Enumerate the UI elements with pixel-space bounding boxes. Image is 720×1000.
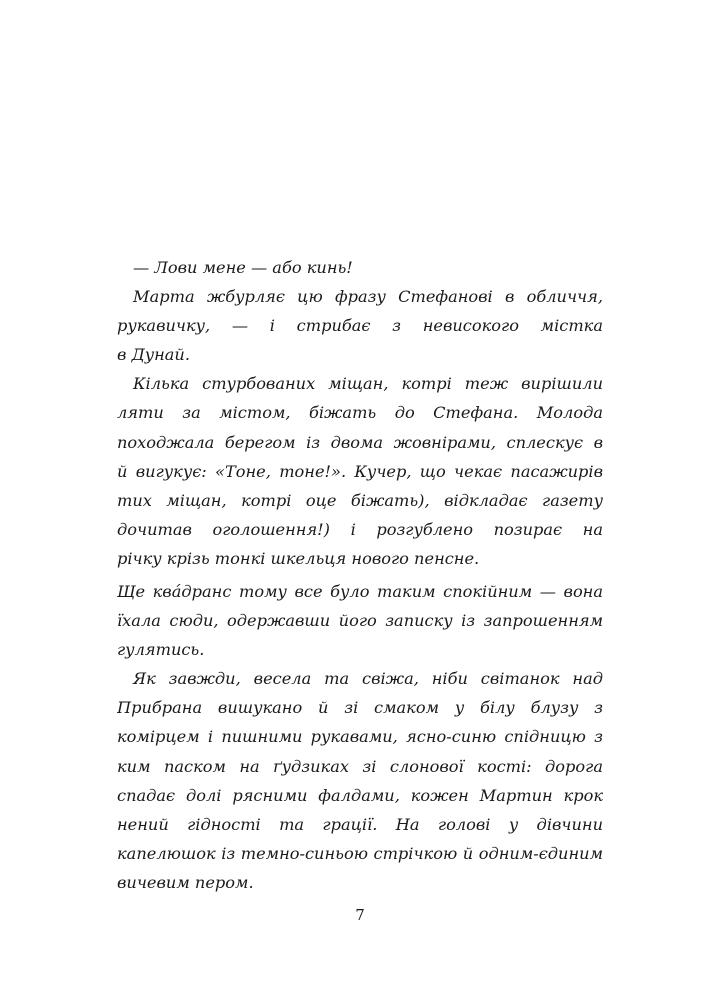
text-line: походжала берегом із двома жовнірами, сплескує в [117,432,603,452]
text-line: тих міщан, котрі оце біжать), відкладає газету [117,490,603,510]
text-line: Ще квáдранс тому все було таким спокійним — вона [117,582,603,601]
text-line: Марта жбурляє цю фразу Стефанові в обличчя, [133,287,603,307]
text-line: комірцем і пишними рукавами, ясно-синю спідницю з [117,727,603,747]
text-line: ляти за містом, біжать до Стефана. Молода [117,403,603,423]
text-line: Як завжди, весела та свіжа, ніби світанок над [133,669,603,689]
text-line: ким паском на ґудзиках зі слонової кості: дорога [117,756,603,776]
text-line: вичевим пером. [117,872,254,892]
page-number: 7 [355,906,365,924]
text-line: дочитав оголошення!) і розгублено позирає на [117,519,603,539]
text-line: Кілька стурбованих міщан, котрі теж вирішили [133,374,603,394]
text-line: — Лови мене — або кинь! [133,258,353,277]
text-line: їхала сюди, одержавши його записку із запрошенням [117,611,603,631]
text-line: спадає долі рясними фалдами, кожен Мартин крок [117,785,603,805]
text-line: рукавичку, — і стрибає з невисокого містка [117,316,603,336]
text-line: в Дунай. [117,345,191,365]
text-line: й вигукує: «Тоне, тоне!». Кучер, що чекає пасажирів [117,461,603,481]
text-block-1 [117,253,603,573]
text-line: нений гідності та грації. На голові у дівчини [117,814,603,834]
text-line: річку крізь тонкі шкельця нового пенсне. [117,548,480,568]
text-line: капелюшок із темно-синьою стрічкою й одним-єдиним [117,843,603,863]
text-block-2 [117,577,603,897]
text-line: Прибрана вишукано й зі смаком у білу блузу з [117,698,603,718]
text-line: гулятись. [117,640,205,660]
